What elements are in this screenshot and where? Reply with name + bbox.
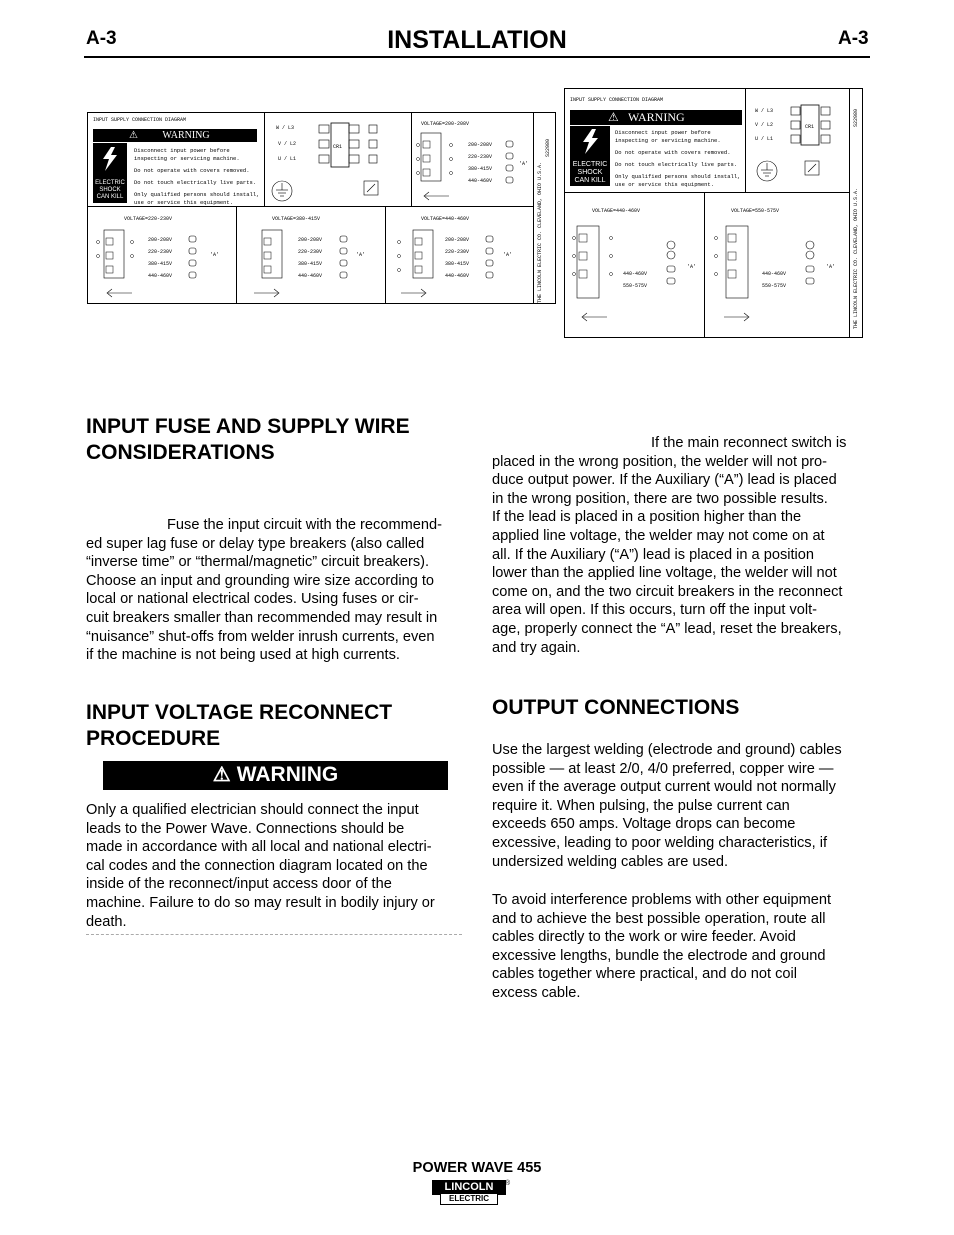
breaker-panel: [745, 89, 850, 193]
a-lead-label: 'A': [519, 161, 529, 167]
arrow-left-icon: [104, 288, 134, 298]
electric-shock-block: ELECTRIC SHOCK CAN KILL: [570, 126, 610, 186]
lightning-person-icon: [93, 143, 127, 175]
arrow-right-icon: [399, 288, 429, 298]
reconnect-paragraph: If the main reconnect switch is placed in the wrong position, the welder will not pro- duce output power. If the Auxiliary (“A”) lead is placed in the wrong position, there are two possible results. If the lead is placed in a position higher than the applied line voltage, the welder may not come on at all. If the Auxiliary (“A”) lead is placed in a position lower than the applied line voltage, the welder will not come on, and the two circuit breakers in the reconnect area will open. If this occurs, turn off the input volt- age, properly connect the “A” lead, reset the breakers, and try again.: [492, 435, 847, 656]
breaker-schematic: [309, 121, 409, 201]
panel-440-460v: [385, 206, 534, 304]
arrow-left-icon: [579, 312, 609, 322]
voltage-list: 440-460V 550-575V: [762, 271, 787, 289]
warning-label: ⚠ WARNING: [93, 129, 257, 142]
connection-diagram-left: [87, 112, 556, 304]
line-label-l2: V / L2: [278, 141, 297, 147]
breaker-label: CR1: [805, 124, 815, 130]
diagram-side-text: THE LINCOLN ELECTRIC CO. CLEVELAND, OHIO U.S.A.: [537, 161, 543, 303]
output-heading: OUTPUT CONNECTIONS: [492, 696, 740, 719]
panel-title: VOLTAGE=220-230V: [124, 216, 173, 222]
terminal-block: [571, 224, 621, 304]
diagram-title: INPUT SUPPLY CONNECTION DIAGRAM: [93, 117, 187, 123]
diagram-side-text: THE LINCOLN ELECTRIC CO. CLEVELAND, OHIO U.S.A.: [853, 187, 859, 329]
warning-banner: ⚠ WARNING: [103, 761, 448, 790]
footer-model: POWER WAVE 455: [412, 1160, 542, 1176]
output-paragraph-1: Use the largest welding (electrode and ground) cables possible — at least 2/0, 4/0 preferred, copper wire — even if the average output current would not normally require it. When pulsing, the pulse current can exceeds 650 amps. Voltage drops can become excessive, leading to poor welding characteristics, if undersized welding cables are used.: [492, 742, 842, 870]
page-number-right: A-3: [838, 28, 869, 49]
panel-550-575v: [704, 192, 850, 337]
warning-triangle-icon: ⚠: [129, 130, 138, 141]
breaker-panel: [264, 113, 412, 207]
output-paragraph-2: To avoid interference problems with other equipment and to achieve the best possible operation, route all cables directly to the work or wire feeder. Avoid excessive lengths, bundle the electrode and ground cables together where practical, and do not coil excess cable.: [492, 892, 832, 1001]
line-label-l1: U / L1: [278, 156, 297, 162]
a-lead-label: 'A': [503, 252, 513, 258]
line-label-l1: U / L1: [755, 136, 774, 142]
connection-diagram-right: [564, 88, 863, 338]
line-label-l3: W / L3: [276, 125, 295, 131]
panel-title: VOLTAGE=440-460V: [592, 208, 641, 214]
warning-paragraph: Only a qualified electrician should connect the input leads to the Power Wave. Connections should be made in accordance with all local and national electri- cal codes and the connection diagram located on the inside of the reconnect/input access door of the machine. Failure to do so may result in bodily injury or death.: [86, 802, 435, 930]
terminal-column: [485, 234, 495, 284]
voltage-list: 200-208V 220-230V 380-415V 440-460V: [298, 237, 323, 279]
warning-triangle-icon: ⚠: [212, 764, 231, 786]
voltage-list: 200-208V 220-230V 380-415V 440-460V: [445, 237, 470, 279]
voltage-list: 200-208V 220-230V 380-415V 440-460V: [148, 237, 173, 279]
panel-title: VOLTAGE=550-575V: [731, 208, 780, 214]
panel-title: VOLTAGE=200-208V: [421, 121, 470, 127]
panel-200-208v: [411, 113, 534, 207]
warning-triangle-icon: ⚠: [608, 110, 619, 124]
ground-icon: [270, 179, 294, 203]
page-title: INSTALLATION: [387, 26, 567, 54]
terminal-block: [415, 131, 465, 191]
a-lead-label: 'A': [826, 264, 836, 270]
diagram-code: S22980: [853, 108, 859, 127]
terminal-column: [188, 234, 198, 284]
panel-220-230v: [88, 206, 237, 304]
terminal-column: [665, 240, 677, 294]
fuse-heading: INPUT FUSE AND SUPPLY WIRE CONSIDERATIONS: [86, 415, 410, 464]
reconnect-heading: INPUT VOLTAGE RECONNECT PROCEDURE: [86, 701, 393, 750]
a-lead-label: 'A': [687, 264, 697, 270]
terminal-block: [94, 228, 144, 288]
warning-rule: [86, 934, 462, 935]
terminal-block: [393, 228, 443, 288]
voltage-list: 200-208V 220-230V 380-415V 440-460V: [468, 142, 493, 184]
panel-title: VOLTAGE=440-460V: [421, 216, 470, 222]
breaker-label: CR1: [333, 144, 343, 150]
diagram-code: S22980: [545, 138, 551, 157]
terminal-column: [804, 240, 816, 294]
ground-icon: [755, 159, 779, 183]
arrow-left-icon: [421, 191, 451, 201]
fuse-paragraph: Fuse the input circuit with the recommend- ed super lag fuse or delay type breakers (also called “inverse time” or “thermal/magnetic” circuit breakers). Choose an input and grounding wire size according to local or national electrical codes. Using fuses or cir- cuit breakers smaller than recommended may result in “nuisance” shut-offs from welder inrush currents, even if the machine is not being used at high currents.: [86, 517, 442, 664]
warning-bullets: Disconnect input power before inspecting or servicing machine. Do not operate with covers removed. Do not touch electrically live parts. Only qualified persons should install, use or service this equipment.: [134, 147, 260, 206]
electric-shock-block: ELECTRIC SHOCK CAN KILL: [93, 143, 127, 203]
warning-panel: [88, 113, 265, 207]
terminal-block: [710, 224, 760, 304]
breaker-schematic: [789, 103, 849, 183]
lincoln-electric-logo: LINCOLN ELECTRIC ®: [432, 1180, 508, 1206]
line-label-l2: V / L2: [755, 122, 774, 128]
terminal-column: [339, 234, 349, 284]
warning-bullets: Disconnect input power before inspecting or servicing machine. Do not operate with covers removed. Do not touch electrically live parts. Only qualified persons should install, use or service this equipment.: [615, 129, 741, 188]
panel-title: VOLTAGE=380-415V: [272, 216, 321, 222]
a-lead-label: 'A': [210, 252, 220, 258]
warning-label: ⚠ WARNING: [570, 110, 742, 125]
header-rule: [84, 56, 870, 58]
panel-440-460v: [565, 192, 705, 337]
arrow-right-icon: [722, 312, 752, 322]
terminal-block: [256, 228, 296, 288]
arrow-right-icon: [252, 288, 282, 298]
terminal-column: [505, 139, 515, 189]
diagram-title: INPUT SUPPLY CONNECTION DIAGRAM: [570, 97, 664, 103]
warning-panel: [565, 89, 746, 193]
line-label-l3: W / L3: [755, 108, 774, 114]
voltage-list: 440-460V 550-575V: [623, 271, 648, 289]
page-number-left: A-3: [86, 28, 117, 49]
a-lead-label: 'A': [356, 252, 366, 258]
panel-380-415v: [236, 206, 386, 304]
lightning-person-icon: [570, 126, 610, 156]
